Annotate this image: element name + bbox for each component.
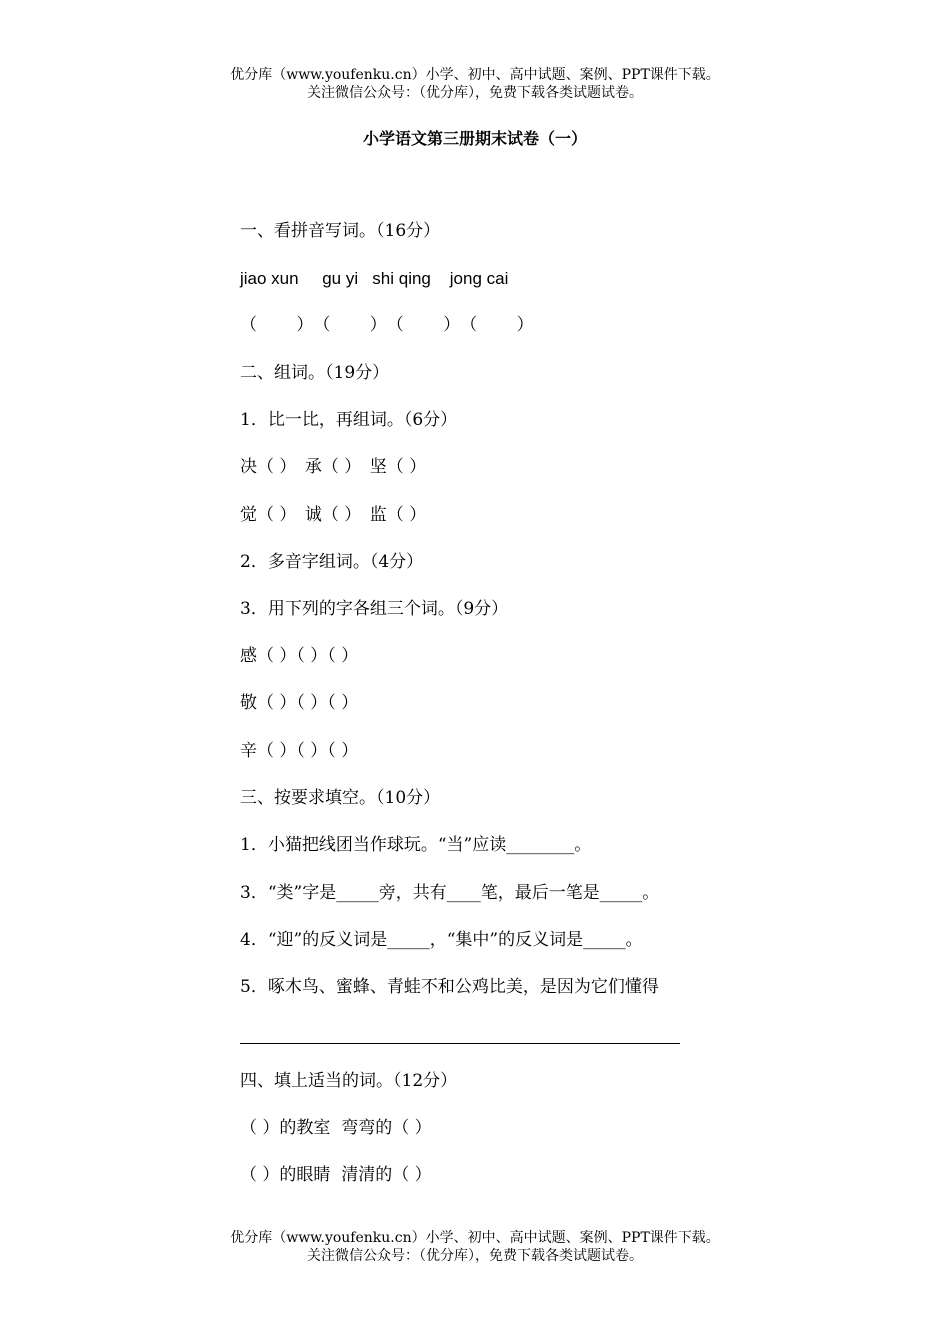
- pinyin-line: jiao xun gu yi shi qing jong cai: [240, 269, 509, 288]
- footer-line-1: 优分库（www.youfenku.cn）小学、初中、高中试题、案例、PPT课件下载。: [230, 1230, 720, 1246]
- page-footer: [0, 1229, 950, 1265]
- header-line-2: 关注微信公众号：（优分库），免费下载各类试题试卷。: [307, 85, 643, 101]
- word-row-xin: 辛（ ）（ ）（ ）: [240, 741, 359, 761]
- question-2-1: 1．比一比，再组词。（6分）: [240, 410, 458, 430]
- page-title: 小学语文第三册期末试卷（一）: [362, 129, 587, 148]
- word-row-jing: 敬（ ）（ ）（ ）: [240, 693, 359, 713]
- compare-row-2: 觉（ ） 诚（ ） 监（ ）: [240, 505, 427, 525]
- section-1-heading: 一、看拼音写词。（16分）: [240, 221, 441, 241]
- pinyin-blanks: （ ） （ ） （ ） （ ）: [240, 315, 534, 335]
- header-line-1: 优分库（www.youfenku.cn）小学、初中、高中试题、案例、PPT课件下载。: [230, 67, 720, 83]
- fill-row-1: （ ）的教室 弯弯的（ ）: [240, 1118, 432, 1138]
- section-4-heading: 四、填上适当的词。（12分）: [240, 1071, 458, 1091]
- section-2-heading: 二、组词。（19分）: [240, 363, 390, 383]
- fill-row-2: （ ）的眼睛 清清的（ ）: [240, 1165, 432, 1185]
- question-3-4: 4．“迎”的反义词是_____，“集中”的反义词是_____。: [240, 930, 643, 950]
- word-row-gan: 感（ ）（ ）（ ）: [240, 646, 359, 666]
- question-2-3: 3．用下列的字各组三个词。（9分）: [240, 599, 509, 619]
- question-2-2: 2．多音字组词。（4分）: [240, 552, 424, 572]
- question-3-1: 1．小猫把线团当作球玩。“当”应读________。: [240, 835, 592, 855]
- question-3-3: 3．“类”字是_____旁，共有____笔，最后一笔是_____。: [240, 883, 660, 903]
- compare-row-1: 决（ ） 承（ ） 坚（ ）: [240, 457, 427, 477]
- question-3-5: 5．啄木鸟、蜜蜂、青蛙不和公鸡比美，是因为它们懂得: [240, 977, 659, 997]
- footer-line-2: 关注微信公众号：（优分库），免费下载各类试题试卷。: [307, 1248, 643, 1264]
- page-header: [0, 66, 950, 102]
- answer-line: [240, 1043, 680, 1044]
- section-3-heading: 三、按要求填空。（10分）: [240, 788, 441, 808]
